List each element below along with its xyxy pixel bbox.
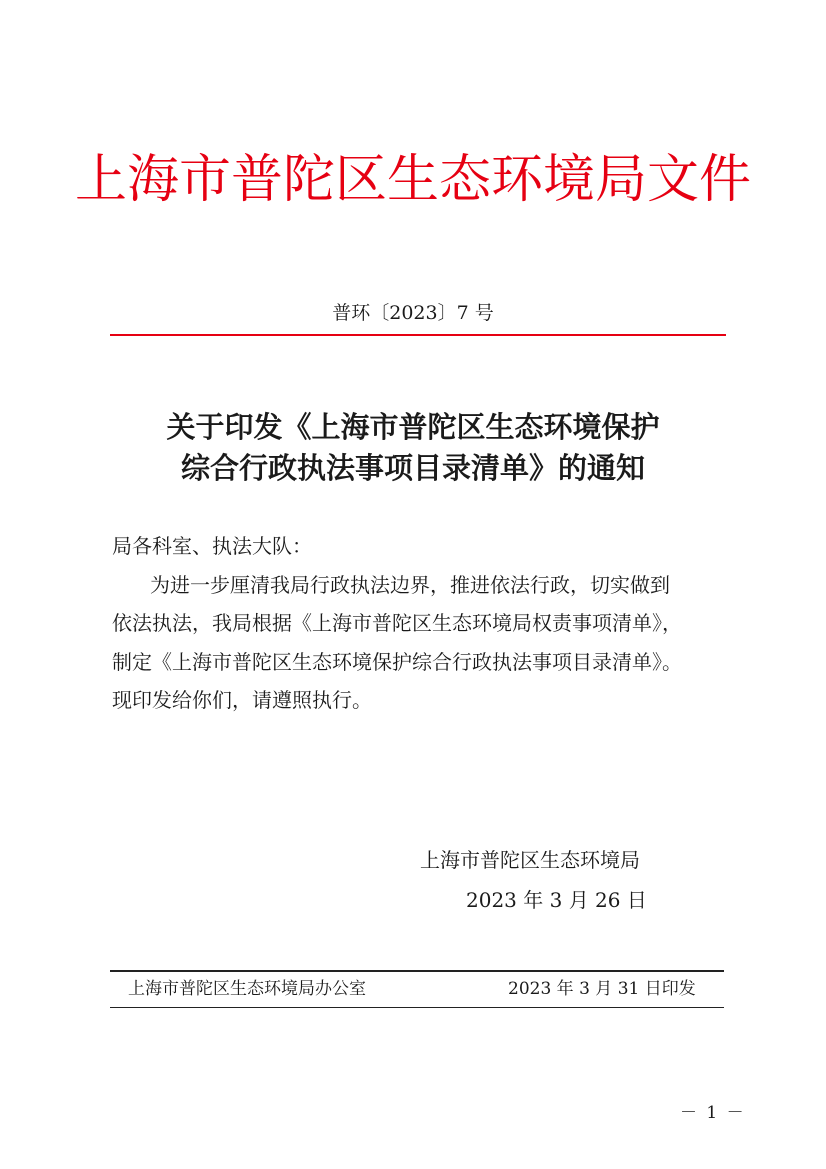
body-line-3: 制定《上海市普陀区生态环境保护综合行政执法事项目录清单》。 (112, 650, 682, 674)
header-red-divider (110, 334, 726, 336)
salutation: 局各科室、执法大队： (112, 534, 312, 558)
body-line-2: 依法执法，我局根据《上海市普陀区生态环境局权责事项清单》， (112, 611, 682, 635)
document-title-line-2: 综合行政执法事项目录清单》的通知 (180, 451, 645, 485)
document-header-title: 上海市普陀区生态环境局文件 (74, 150, 751, 210)
footer-bottom-rule (110, 1007, 724, 1008)
body-line-1: 为进一步厘清我局行政执法边界，推进依法行政，切实做到 (150, 573, 670, 597)
footer-issuing-office: 上海市普陀区生态环境局办公室 (128, 979, 366, 999)
page-number: － 1 － (680, 1103, 746, 1123)
body-line-4: 现印发给你们，请遵照执行。 (112, 688, 372, 712)
document-title-line-1: 关于印发《上海市普陀区生态环境保护 (166, 410, 660, 444)
signature-date: 2023 年 3 月 26 日 (466, 888, 647, 912)
document-number: 普环〔2023〕7 号 (332, 302, 494, 324)
signature-organization: 上海市普陀区生态环境局 (420, 848, 640, 872)
footer-print-date: 2023 年 3 月 31 日印发 (508, 979, 696, 999)
footer-top-rule (110, 970, 724, 972)
